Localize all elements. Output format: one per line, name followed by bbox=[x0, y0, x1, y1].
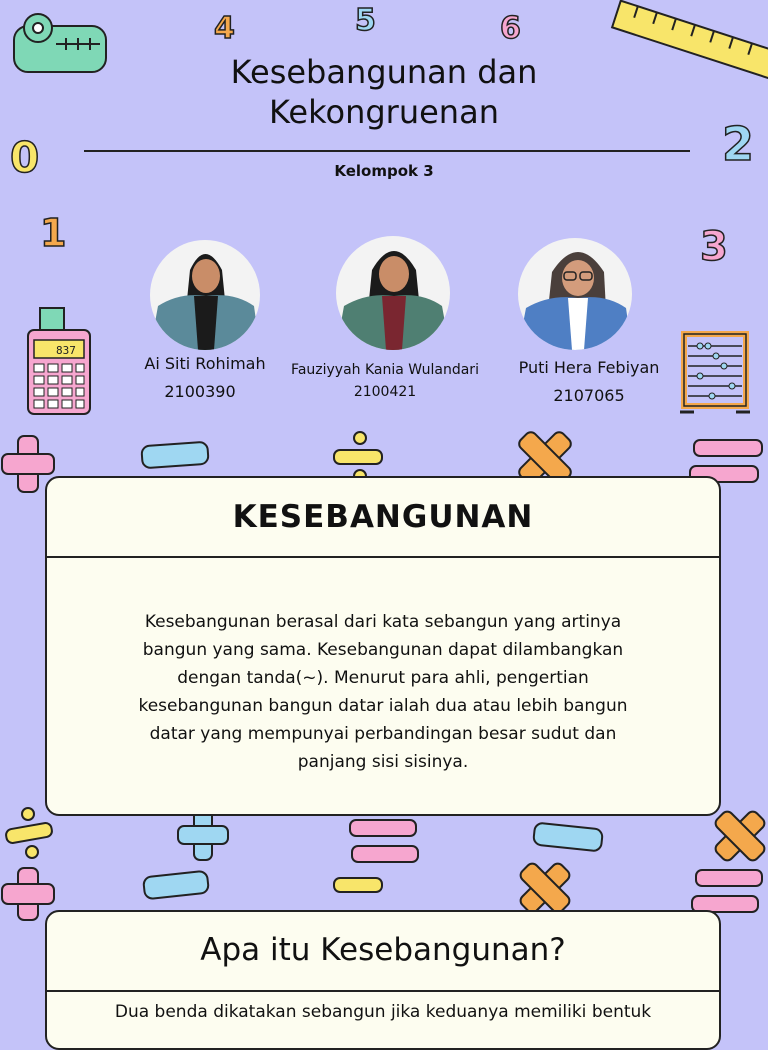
member-name-3: Puti Hera Febiyan bbox=[518, 358, 660, 377]
title-line-2: Kekongruenan bbox=[269, 93, 499, 131]
calculator-icon bbox=[28, 308, 90, 414]
minus-icon-2 bbox=[143, 871, 209, 900]
digit-6: 6 bbox=[500, 11, 521, 46]
group-label: Kelompok 3 bbox=[334, 162, 434, 180]
digit-2: 2 bbox=[722, 117, 755, 171]
digit-4: 4 bbox=[214, 11, 235, 46]
body-line: datar yang mempunyai perbandingan besar sudut dan bbox=[149, 724, 617, 744]
body-line: bangun yang sama. Kesebangunan dapat dilambangkan bbox=[142, 640, 624, 660]
member-name-2: Fauziyyah Kania Wulandari bbox=[291, 362, 479, 378]
member-name-1: Ai Siti Rohimah bbox=[144, 354, 266, 373]
equals-icon-2 bbox=[350, 820, 418, 862]
equals-icon-3 bbox=[692, 870, 762, 912]
member-photo-1 bbox=[150, 240, 260, 350]
avatar-person-icon-3 bbox=[518, 238, 632, 350]
member-id-3: 2107065 bbox=[553, 386, 625, 405]
calculator-display: 837 bbox=[56, 344, 76, 357]
avatar-person-icon-2 bbox=[336, 236, 450, 350]
member-photo-2 bbox=[336, 236, 450, 350]
math-symbols-middle bbox=[2, 796, 768, 927]
apa-itu-heading: Apa itu Kesebangunan? bbox=[47, 912, 719, 992]
body-line: panjang sisi sisinya. bbox=[297, 752, 469, 772]
minus-icon bbox=[141, 442, 208, 469]
plus-icon-3 bbox=[178, 810, 228, 860]
divide-icon-2 bbox=[5, 808, 53, 858]
page-title bbox=[0, 52, 768, 132]
kesebangunan-heading: KESEBANGUNAN bbox=[47, 478, 719, 558]
decor-digits bbox=[10, 3, 754, 270]
divide-icon bbox=[334, 432, 382, 482]
title-divider bbox=[84, 150, 690, 152]
minus-icon-4 bbox=[533, 823, 603, 852]
digit-1: 1 bbox=[40, 211, 67, 255]
apa-itu-body: Dua benda dikatakan sebangun jika keduanya memiliki bentuk bbox=[114, 1002, 652, 1022]
kesebangunan-card bbox=[45, 476, 721, 816]
minus-icon-3 bbox=[334, 878, 382, 892]
member-id-1: 2100390 bbox=[164, 382, 236, 401]
title-line-1: Kesebangunan dan bbox=[230, 53, 538, 91]
avatar-person-icon bbox=[150, 240, 260, 350]
digit-0: 0 bbox=[10, 133, 40, 182]
member-photo-3 bbox=[518, 238, 632, 350]
member-id-2: 2100421 bbox=[353, 384, 417, 400]
digit-3: 3 bbox=[700, 224, 728, 270]
kesebangunan-body bbox=[47, 558, 719, 776]
body-line: kesebangunan bangun datar ialah dua atau lebih bangun bbox=[138, 696, 628, 716]
abacus-icon bbox=[680, 334, 750, 412]
body-line: dengan tanda(~). Menurut para ahli, pengertian bbox=[177, 668, 589, 688]
digit-5: 5 bbox=[355, 3, 376, 38]
apa-itu-card bbox=[45, 910, 721, 1050]
body-line: Kesebangunan berasal dari kata sebangun yang artinya bbox=[144, 612, 622, 632]
